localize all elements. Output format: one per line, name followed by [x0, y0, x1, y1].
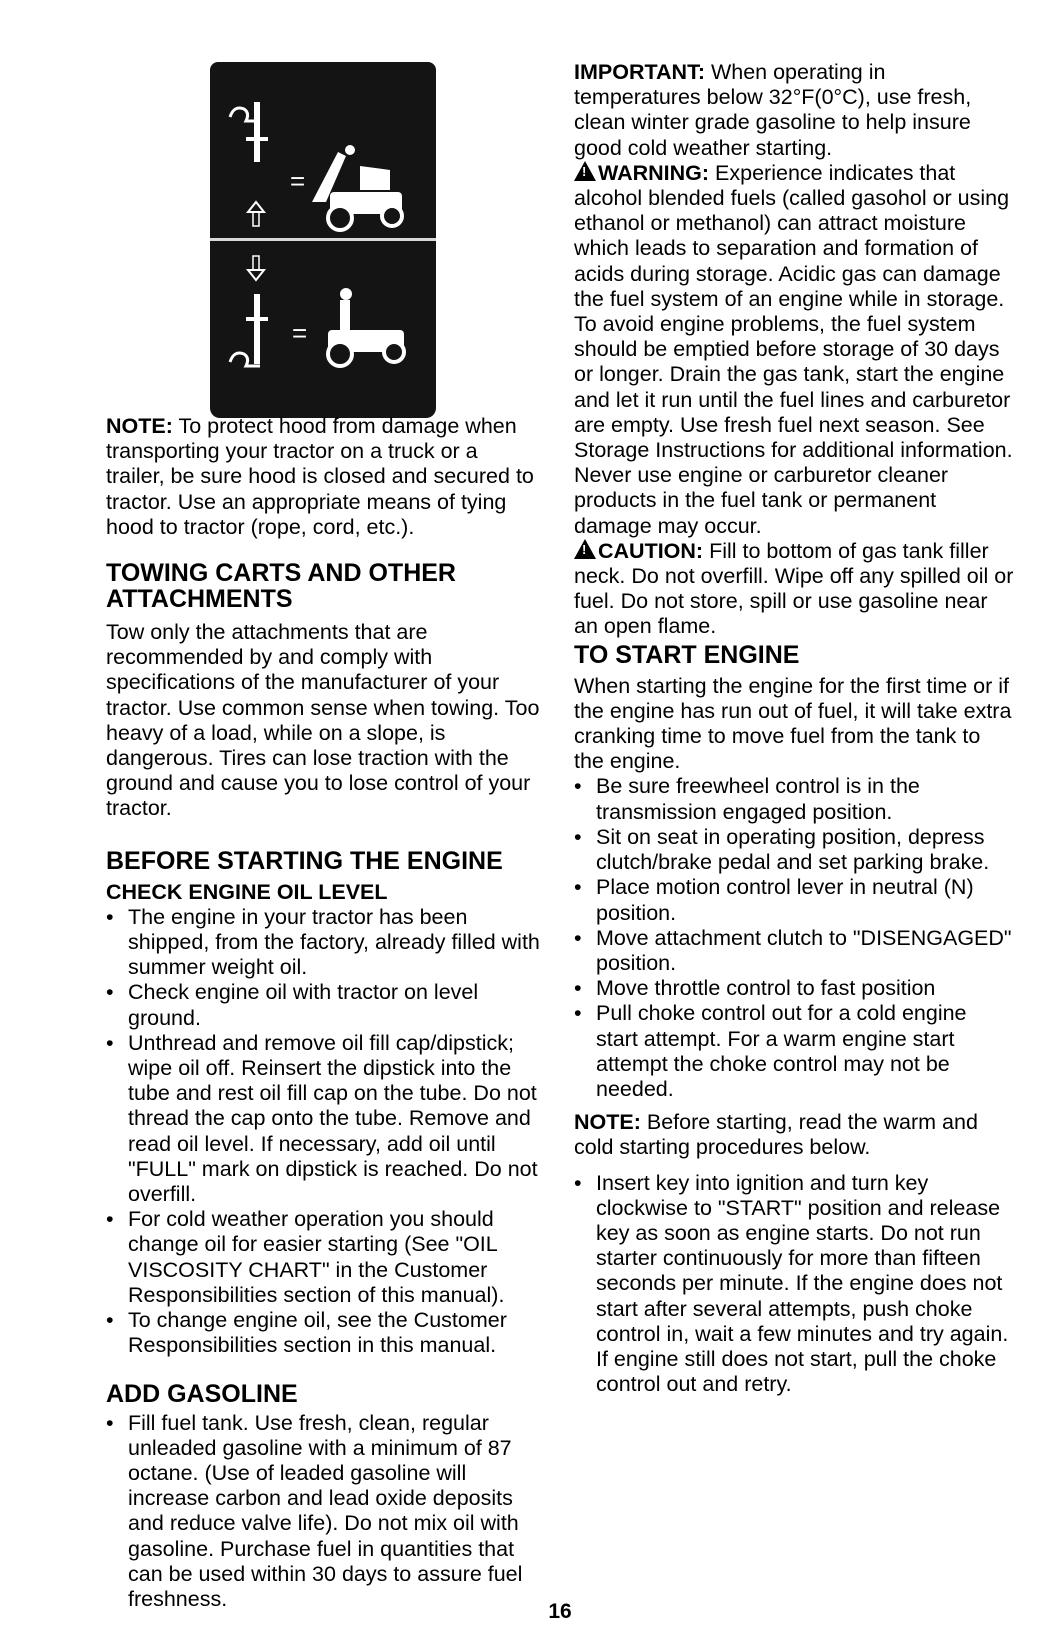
caution-paragraph [574, 539, 1014, 640]
warning-text: Experience indicates that alcohol blended fuels (called gasohol or using ethanol or methanol) can attract moisture which leads to separation and formation of acids during storage. Acidic gas can damage the fuel system of an engine while in storage. To avoid engine problems, the fuel system should be emptied before storage of 30 days or longer. Drain the gas tank, start the engine and let it run until the fuel lines and carburetor are empty. Use fresh fuel next season. See Storage Instructions for additional information. Never use engine or carburetor cleaner products in the fuel tank or permanent damage may occur. [574, 160, 1013, 538]
warning-paragraph [574, 161, 1014, 539]
list-item: • The engine in your tractor has been shipped, from the factory, already filled with summer weight oil. [106, 905, 542, 981]
warning-triangle-icon [574, 161, 596, 181]
important-label: IMPORTANT: [574, 60, 705, 84]
caution-text: Fill to bottom of gas tank filler neck. Do not overfill. Wipe off any spilled oil or fuel. Do not store, spill or use gasoline near an open flame. [574, 538, 1014, 639]
hood-note [106, 414, 542, 540]
oil-check-list [106, 905, 542, 1359]
lever-down-icon [230, 256, 268, 366]
list-item: • Move attachment clutch to "DISENGAGED" position. [574, 926, 1014, 976]
check-oil-subheading: CHECK ENGINE OIL LEVEL [106, 879, 388, 904]
important-text: When operating in temperatures below 32°F(0°C), use fresh, clean winter grade gasoline to help insure good cold weather starting. [574, 60, 972, 160]
lever-up-icon [230, 102, 268, 226]
list-item: • Sit on seat in operating position, depress clutch/brake pedal and set parking brake. [574, 825, 1014, 875]
note-label: NOTE: [106, 414, 173, 438]
start-engine-text: When starting the engine for the first time or if the engine has run out of fuel, it will take extra cranking time to move fuel from the tank to the engine. [574, 673, 1012, 774]
towing-text: Tow only the attachments that are recommended by and comply with specifications of the manufacturer of your tractor. Use common sense when towing. Too heavy of a load, while on a slope, is dangerous. Tires can lose traction with the ground and cause you to lose control of your tractor. [106, 620, 540, 821]
starting-note [574, 1110, 1014, 1160]
list-item: • Check engine oil with tractor on level ground. [106, 980, 542, 1030]
towing-heading: TOWING CARTS AND OTHER ATTACHMENTS [106, 559, 456, 614]
figure-equals-top: = [290, 166, 306, 196]
hood-illustration [210, 62, 436, 418]
note2-text: Before starting, read the warm and cold starting procedures below. [574, 1110, 978, 1160]
note-text: To protect hood from damage when transporting your tractor on a truck or a trailer, be sure hood is closed and secured to tractor. Use an appropriate means of tying hood to tractor (rope, cord, etc.). [106, 414, 534, 539]
list-item: • For cold weather operation you should change oil for easier starting (See "OIL VISCOSITY CHART" in the Customer Responsibilities section of this manual). [106, 1207, 542, 1308]
caution-label: CAUTION: [598, 538, 704, 563]
list-item: • Move throttle control to fast position [574, 976, 1014, 1001]
right-column [574, 60, 1014, 1397]
start-engine-list [574, 774, 1014, 1102]
figure-divider [210, 238, 436, 241]
page-number: 16 [548, 1600, 572, 1623]
list-item: • Unthread and remove oil fill cap/dipstick; wipe oil off. Reinsert the dipstick into the tube and rest oil fill cap on the tube. Do not thread the cap onto the tube. Remove and read oil level. If necessary, add oil until "FULL" mark on dipstick is reached. Do not overfill. [106, 1031, 542, 1207]
left-column [106, 414, 542, 1612]
ignition-list [574, 1171, 1014, 1398]
important-paragraph [574, 60, 1014, 161]
note2-label: NOTE: [574, 1110, 641, 1135]
list-item: • Be sure freewheel control is in the transmission engaged position. [574, 774, 1014, 824]
add-gasoline-heading: ADD GASOLINE [106, 1379, 298, 1408]
tractor-hood-closed-icon [328, 288, 404, 366]
before-starting-heading: BEFORE STARTING THE ENGINE [106, 846, 503, 875]
list-item: • To change engine oil, see the Customer Responsibilities section in this manual. [106, 1308, 542, 1358]
list-item: • Fill fuel tank. Use fresh, clean, regular unleaded gasoline with a minimum of 87 octane. (Use of leaded gasoline will increase carbon and lead oxide deposits and reduce valve life). Do not mix oil with gasoline. Purchase fuel in quantities that can be used within 30 days to assure fuel freshness. [106, 1411, 542, 1613]
warning-label: WARNING: [598, 160, 710, 185]
start-engine-heading: TO START ENGINE [574, 640, 800, 669]
figure-equals-bottom: = [292, 318, 308, 348]
caution-triangle-icon [574, 539, 596, 559]
tractor-hood-open-icon [312, 145, 402, 230]
list-item: • Insert key into ignition and turn key clockwise to "START" position and release key as soon as engine starts. Do not run starter continuously for more than fifteen seconds per minute. If the engine does not start after several attempts, push choke control in, wait a few minutes and try again. If engine still does not start, pull the choke control out and retry. [574, 1171, 1014, 1398]
list-item: • Place motion control lever in neutral (N) position. [574, 875, 1014, 925]
list-item: • Pull choke control out for a cold engine start attempt. For a warm engine start attempt the choke control may not be needed. [574, 1001, 1014, 1102]
gasoline-list [106, 1411, 542, 1613]
